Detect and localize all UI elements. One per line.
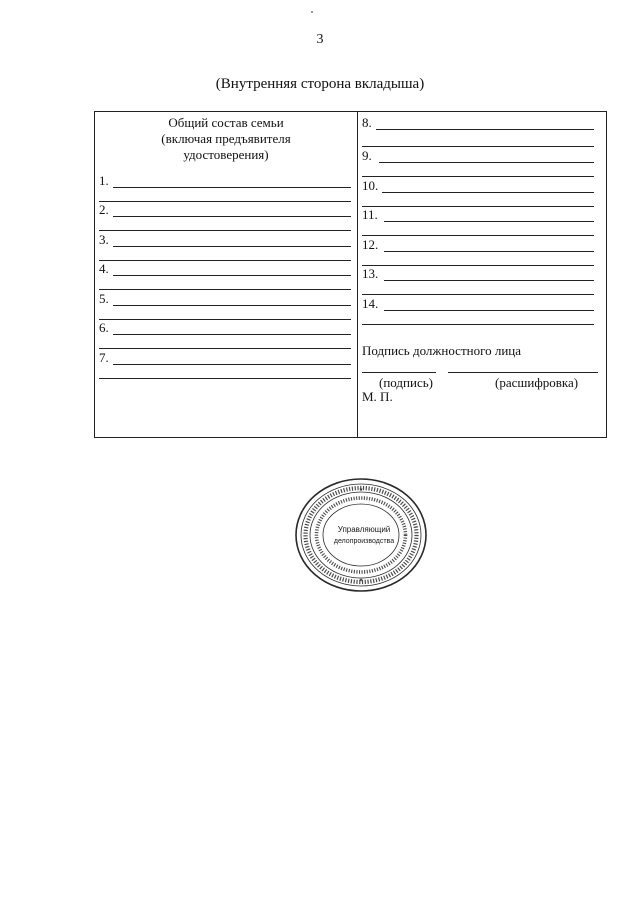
entry-number: 1. — [99, 173, 109, 188]
scan-speck — [311, 11, 313, 13]
entry-line-continuation — [362, 235, 594, 236]
entry-number: 13. — [362, 266, 379, 281]
decode-line — [448, 372, 598, 373]
star-icon: ✶ — [358, 578, 364, 584]
decode-caption: (расшифровка) — [495, 375, 579, 390]
entry-line-continuation — [99, 230, 351, 231]
entry-line — [376, 129, 594, 130]
family-entry-6 — [99, 320, 351, 336]
title-line-1: Общий состав семьи — [168, 115, 284, 130]
family-entry-4 — [99, 261, 351, 277]
entry-number: 14. — [362, 296, 379, 311]
family-composition-title — [95, 115, 357, 163]
family-entry-5 — [99, 291, 351, 307]
family-entry-7 — [99, 350, 351, 366]
entry-line-continuation — [99, 289, 351, 290]
entry-line — [382, 192, 594, 193]
family-entry-14 — [362, 296, 594, 312]
official-signature-label: Подпись должностного лица — [362, 343, 522, 358]
title-line-3: удостоверения) — [183, 147, 269, 162]
entry-line — [113, 216, 351, 217]
entry-line — [113, 275, 351, 276]
family-entry-13 — [362, 266, 594, 282]
entry-line — [113, 334, 351, 335]
page-number: 3 — [316, 32, 324, 47]
family-entry-3 — [99, 232, 351, 248]
family-entry-10 — [362, 178, 594, 194]
entry-line — [384, 251, 594, 252]
entry-line — [384, 280, 594, 281]
seal-inner-lettering — [317, 498, 406, 572]
entry-line — [379, 162, 594, 163]
entry-line — [384, 221, 594, 222]
seal-ring-2 — [301, 484, 421, 586]
page-heading: (Внутренняя сторона вкладыша) — [215, 76, 425, 92]
signature-line — [362, 372, 436, 373]
column-divider — [357, 112, 358, 437]
seal-text-line2: делопроизводства — [333, 538, 395, 545]
seal-place-label: М. П. — [362, 389, 393, 404]
entry-line — [113, 364, 351, 365]
official-seal-stamp — [293, 476, 429, 594]
entry-number: 8. — [362, 115, 372, 130]
entry-number: 6. — [99, 320, 109, 335]
entry-number: 12. — [362, 237, 379, 252]
entry-line — [113, 305, 351, 306]
entry-line — [113, 246, 351, 247]
entry-line-continuation — [99, 378, 351, 379]
entry-line — [384, 310, 594, 311]
entry-line-continuation — [362, 294, 594, 295]
family-entry-2 — [99, 202, 351, 218]
title-line-2: (включая предъявителя — [161, 131, 291, 146]
family-entry-12 — [362, 237, 594, 253]
entry-line — [113, 187, 351, 188]
insert-form — [94, 111, 607, 438]
seal-text-line1: Управляющий — [337, 525, 391, 534]
seal-top-mark: ★ — [358, 488, 364, 493]
entry-number: 10. — [362, 178, 379, 193]
entry-number: 9. — [362, 148, 372, 163]
entry-number: 2. — [99, 202, 109, 217]
entry-number: 3. — [99, 232, 109, 247]
family-entry-1 — [99, 173, 351, 189]
signature-caption: (подпись) — [379, 375, 433, 390]
family-entry-8 — [362, 115, 594, 131]
seal-outer-lettering — [306, 488, 417, 582]
entry-line-continuation — [362, 324, 594, 325]
entry-number: 5. — [99, 291, 109, 306]
entry-number: 4. — [99, 261, 109, 276]
family-entry-11 — [362, 207, 594, 223]
entry-line-continuation — [99, 348, 351, 349]
entry-number: 7. — [99, 350, 109, 365]
entry-number: 11. — [362, 207, 378, 222]
entry-line-continuation — [362, 176, 594, 177]
seal-inner-ring — [323, 504, 399, 566]
family-entry-9 — [362, 148, 594, 164]
entry-line-continuation — [362, 146, 594, 147]
seal-ring-3 — [310, 492, 412, 578]
